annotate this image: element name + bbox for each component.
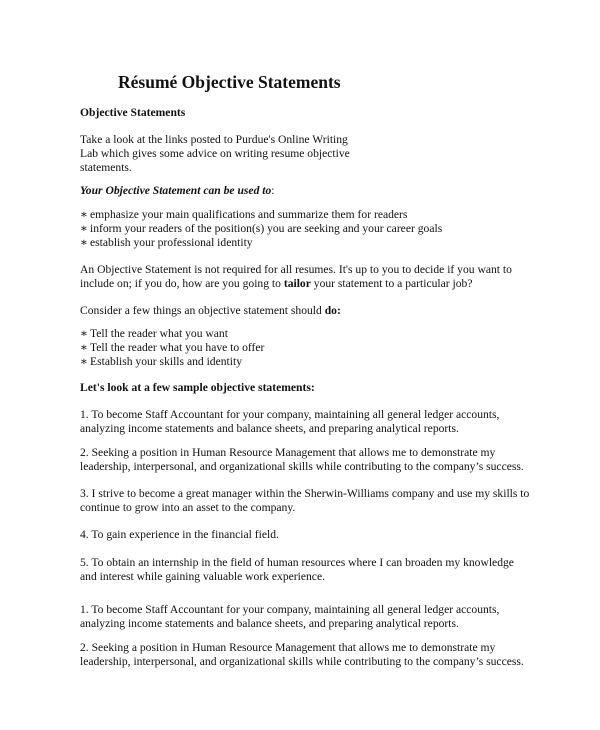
paragraph-line (80, 277, 512, 291)
sample-line: continue to grow into an asset to the company. (80, 501, 296, 515)
not-required-paragraph (80, 263, 512, 291)
sample-statement (80, 528, 279, 542)
uses-heading-text: Your Objective Statement can be used to (80, 184, 272, 197)
sample-statement (80, 603, 499, 631)
bullet-icon: ∗ (80, 222, 88, 236)
sample-line: and interest while gaining valuable work experience. (80, 570, 325, 584)
bullet-icon: ∗ (80, 355, 88, 369)
list-item (80, 341, 264, 355)
sample-statement (80, 408, 499, 436)
list-item-text: establish your professional identity (90, 236, 253, 250)
do-emphasis: do: (324, 304, 341, 317)
intro-line: Take a look at the links posted to Purdue's Online Writing (80, 133, 348, 146)
section-heading: Objective Statements (80, 106, 186, 119)
uses-heading-colon: : (271, 184, 275, 197)
list-item (80, 236, 442, 250)
sample-line: analyzing income statements and balance sheets, and preparing analytical reports. (80, 422, 459, 436)
samples-heading: Let's look at a few sample objective statements: (80, 381, 315, 394)
list-item-text: Establish your skills and identity (90, 355, 242, 369)
sample-line: 4. To gain experience in the financial field. (80, 528, 279, 541)
intro-line: statements. (80, 161, 132, 175)
paragraph-line: An Objective Statement is not required for all resumes. It's up to you to decide if you want to (80, 263, 512, 276)
bullet-icon: ∗ (80, 208, 88, 221)
line-text: include on; if you do, how are you going to (80, 277, 284, 291)
intro-line: Lab which gives some advice on writing resume objective (80, 147, 350, 161)
sample-statement (80, 487, 529, 515)
consider-paragraph (80, 304, 341, 318)
line-text: your statement to a particular job? (310, 277, 473, 291)
sample-statement (80, 556, 514, 584)
sample-statement (80, 641, 524, 669)
uses-list (80, 208, 442, 251)
intro-paragraph (80, 133, 350, 176)
list-item (80, 208, 442, 222)
sample-line: 2. Seeking a position in Human Resource Management that allows me to demonstrate my (80, 446, 496, 459)
sample-line: analyzing income statements and balance sheets, and preparing analytical reports. (80, 617, 459, 631)
bullet-icon: ∗ (80, 327, 88, 340)
list-item (80, 327, 264, 341)
list-item (80, 355, 264, 369)
list-item (80, 222, 442, 236)
sample-line: leadership, interpersonal, and organizational skills while contributing to the company’s success. (80, 655, 524, 669)
sample-line: 1. To become Staff Accountant for your company, maintaining all general ledger accounts, (80, 408, 500, 421)
sample-line: 1. To become Staff Accountant for your company, maintaining all general ledger accounts, (80, 603, 500, 616)
bullet-icon: ∗ (80, 341, 88, 355)
tailor-emphasis: tailor (283, 277, 311, 291)
document-title: Résumé Objective Statements (118, 72, 341, 92)
sample-statement (80, 446, 524, 474)
sample-line: 5. To obtain an internship in the field of human resources where I can broaden my knowledge (80, 556, 514, 569)
bullet-icon: ∗ (80, 236, 88, 250)
list-item-text: inform your readers of the position(s) you are seeking and your career goals (90, 222, 443, 236)
consider-text: Consider a few things an objective statement should (80, 304, 325, 317)
sample-line: 3. I strive to become a great manager within the Sherwin-Williams company and use my skills to (80, 487, 530, 500)
list-item-text: emphasize your main qualifications and summarize them for readers (90, 208, 408, 221)
do-list (80, 327, 264, 370)
uses-heading (80, 184, 275, 198)
sample-line: leadership, interpersonal, and organizational skills while contributing to the company’s success. (80, 460, 524, 474)
list-item-text: Tell the reader what you have to offer (90, 341, 265, 355)
sample-line: 2. Seeking a position in Human Resource Management that allows me to demonstrate my (80, 641, 496, 654)
list-item-text: Tell the reader what you want (90, 327, 228, 340)
